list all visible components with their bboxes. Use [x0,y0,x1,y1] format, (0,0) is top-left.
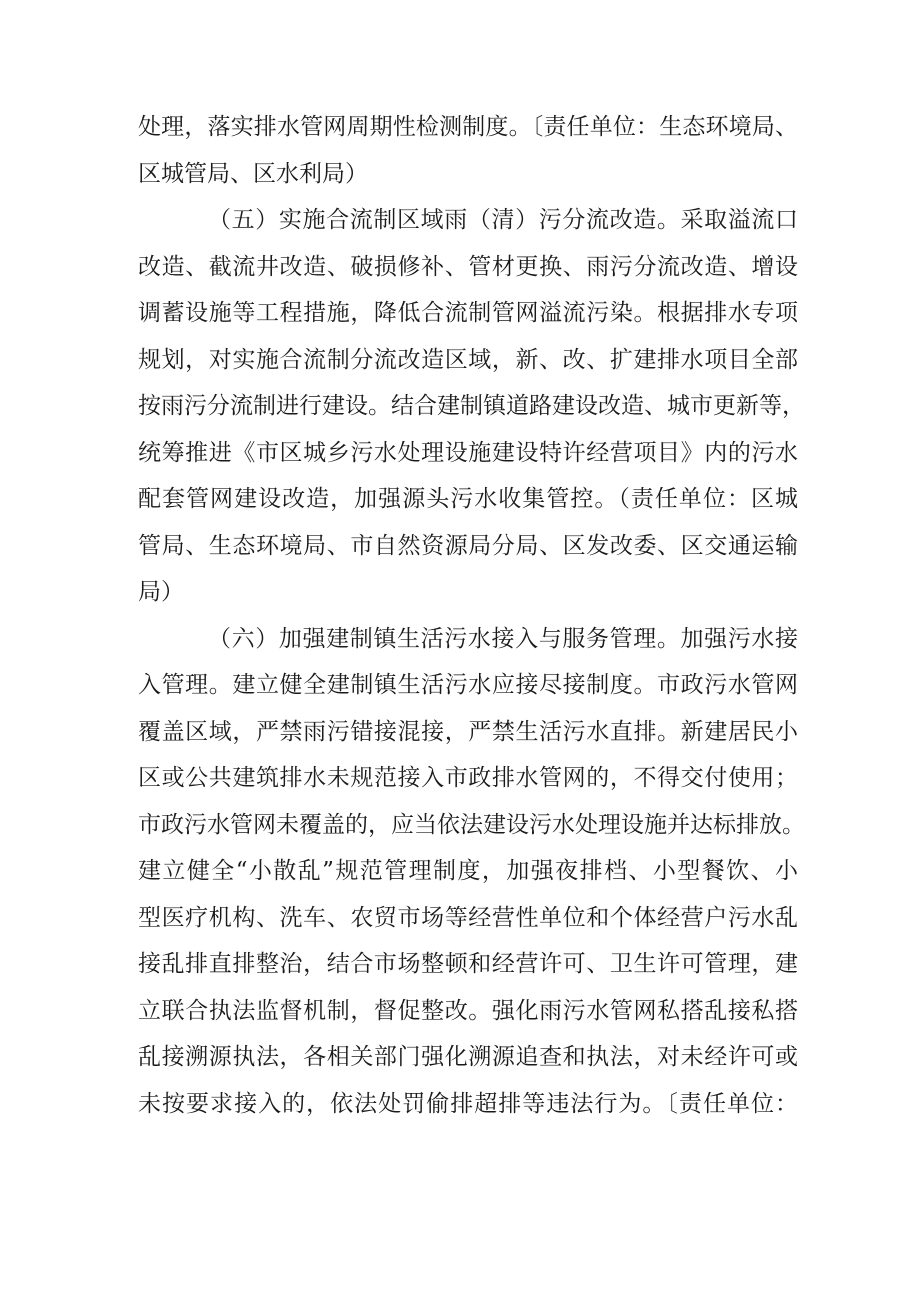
text-line: 处理，落实排水管网周期性检测制度。〔责任单位：生态环境局、 [138,114,798,140]
text-line: 覆盖区域，严禁雨污错接混接，严禁生活污水直排。新建居民小 [138,718,798,745]
text-line: 市政污水管网未覆盖的，应当依法建设污水处理设施并达标排放。 [138,811,805,838]
text-line: 改造、截流井改造、破损修补、管材更换、雨污分流改造、增设 [138,253,798,280]
text-line: 区城管局、区水利局） [138,160,368,187]
paragraph-heading-line: （六）加强建制镇生活污水接入与服务管理。加强污水接 [208,625,798,652]
text-line: 区或公共建筑排水未规范接入市政排水管网的，不得交付使用； [138,765,798,791]
text-line: 未按要求接入的，依法处罚偷排超排等违法行为。〔责任单位： [138,1090,798,1117]
text-line: 管局、生态环境局、市自然资源局分局、区发改委、区交通运输 [138,532,798,559]
text-line: 立联合执法监督机制，督促整改。强化雨污水管网私搭乱接私搭 [138,997,798,1024]
document-body [138,104,805,1127]
text-line: 按雨污分流制进行建设。结合建制镇道路建设改造、城市更新等， [138,393,805,419]
text-line: 规划，对实施合流制分流改造区域，新、改、扩建排水项目全部 [138,346,798,373]
text-line: 乱接溯源执法，各相关部门强化溯源追查和执法，对未经许可或 [138,1044,798,1070]
text-line: 局） [138,579,184,605]
text-line: 配套管网建设改造，加强源头污水收集管控。（责任单位：区城 [138,486,798,512]
text-line: 接乱排直排整治，结合市场整顿和经营许可、卫生许可管理，建 [138,951,798,977]
text-line: 调蓄设施等工程措施，降低合流制管网溢流污染。根据排水专项 [138,300,798,326]
text-line: 统筹推进《市区城乡污水处理设施建设特许经营项目》内的污水 [138,439,798,466]
text-line: 入管理。建立健全建制镇生活污水应接尽接制度。市政污水管网 [138,672,798,698]
paragraph-heading-line: （五）实施合流制区域雨（清）污分流改造。采取溢流口 [208,207,798,233]
text-line: 型医疗机构、洗车、农贸市场等经营性单位和个体经营户污水乱 [138,904,798,931]
text-line: 建立健全“小散乱”规范管理制度，加强夜排档、小型餐饮、小 [138,858,798,884]
